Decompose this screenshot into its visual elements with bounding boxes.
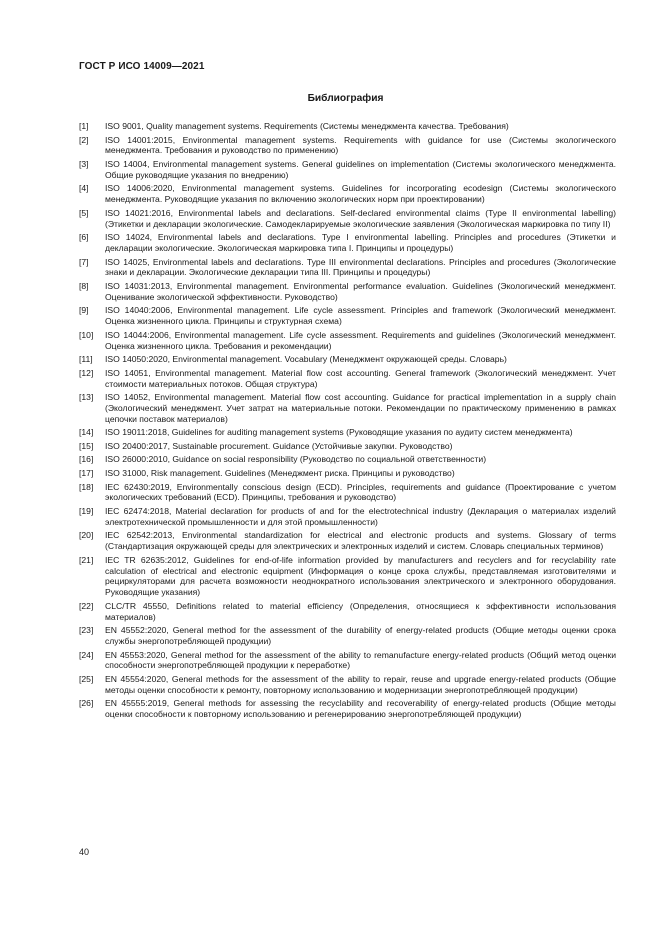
reference-text: EN 45552:2020, General method for the assessment of the durability of energy-related products (Общие методы оценки срока службы энергопотребляющей продукции) bbox=[105, 625, 616, 646]
reference-item bbox=[79, 555, 616, 598]
reference-item bbox=[79, 530, 616, 552]
reference-number: [16] bbox=[79, 454, 94, 465]
reference-text: ISO 14031:2013, Environmental management. Environmental performance evaluation. Guidelines (Экологический менеджмент. Оценивание экологической эффективности. Руководство) bbox=[105, 280, 616, 302]
reference-item bbox=[79, 183, 616, 205]
reference-text: ISO 14051, Environmental management. Material flow cost accounting. General framework (Экологический менеджмент. Учет стоимости материальных потоков. Общая структура) bbox=[105, 367, 616, 389]
reference-item bbox=[79, 281, 616, 303]
reference-item bbox=[79, 392, 616, 424]
reference-item bbox=[79, 305, 616, 327]
reference-item bbox=[79, 625, 616, 647]
reference-number: [7] bbox=[79, 256, 89, 267]
reference-number: [10] bbox=[79, 329, 94, 340]
reference-number: [22] bbox=[79, 600, 94, 611]
reference-text: ISO 20400:2017, Sustainable procurement. Guidance (Устойчивые закупки. Руководство) bbox=[105, 440, 453, 451]
reference-number: [5] bbox=[79, 207, 89, 218]
reference-number: [2] bbox=[79, 134, 89, 145]
reference-item bbox=[79, 468, 616, 479]
reference-text: EN 45553:2020, General method for the assessment of the ability to remanufacture energy-related products (Общий метод оценки способности энергопотребляющей продукции к переработке) bbox=[105, 649, 616, 671]
reference-number: [3] bbox=[79, 158, 89, 169]
reference-item bbox=[79, 121, 616, 132]
reference-item bbox=[79, 674, 616, 696]
reference-number: [24] bbox=[79, 649, 94, 660]
reference-text: ISO 31000, Risk management. Guidelines (Менеджмент риска. Принципы и руководство) bbox=[105, 468, 455, 479]
reference-text: IEC TR 62635:2012, Guidelines for end-of-life information provided by manufacturers and recyclers and for recyclability rate calculation of electrical and electronic equipment (Информация о конце срока службы, представляемая изготовителями и рециркуляторами для расчета возможности неоднократного использования электрического и электронного оборудования. Руководящие указания) bbox=[105, 554, 616, 598]
reference-text: EN 45554:2020, General methods for the assessment of the ability to repair, reuse and upgrade energy-related products (Общие методы оценки способности к ремонту, повторному использованию и модернизации энергопотребляющей продукции) bbox=[105, 673, 616, 695]
reference-number: [20] bbox=[79, 530, 94, 541]
reference-item bbox=[79, 441, 616, 452]
reference-item bbox=[79, 354, 616, 365]
reference-number: [1] bbox=[79, 121, 89, 131]
reference-text: ISO 19011:2018, Guidelines for auditing management systems (Руководящие указания по аудиту систем менеджмента) bbox=[105, 427, 573, 438]
reference-text: ISO 14050:2020, Environmental management. Vocabulary (Менеджмент окружающей среды. Словарь) bbox=[105, 354, 507, 365]
reference-text: IEC 62542:2013, Environmental standardization for electrical and electronic products and systems. Glossary of terms (Стандартизация окружающей среды для электрических и электронных изделий и систем. Словарь специальных терминов) bbox=[105, 530, 616, 552]
reference-item bbox=[79, 506, 616, 528]
reference-number: [11] bbox=[79, 354, 93, 365]
page-title: Библиография bbox=[307, 93, 384, 104]
reference-item bbox=[79, 601, 616, 623]
reference-number: [8] bbox=[79, 280, 89, 291]
reference-item bbox=[79, 698, 616, 720]
reference-number: [23] bbox=[79, 625, 94, 636]
reference-text: ISO 14001:2015, Environmental management systems. Requirements with guidance for use (Системы экологического менеджмента. Требования и руководство по применению) bbox=[105, 134, 616, 156]
reference-number: [15] bbox=[79, 440, 94, 451]
reference-text: ISO 14006:2020, Environmental management systems. Guidelines for incorporating ecodesign (Системы экологического менеджмента. Руководящие указания по включению экологических норм при проектировании) bbox=[105, 183, 616, 205]
reference-number: [9] bbox=[79, 305, 89, 316]
reference-text: ISO 9001, Quality management systems. Requirements (Системы менеджмента качества. Требования) bbox=[105, 121, 509, 131]
reference-item bbox=[79, 454, 616, 465]
reference-number: [25] bbox=[79, 673, 94, 684]
reference-item bbox=[79, 368, 616, 390]
reference-text: CLC/TR 45550, Definitions related to material efficiency (Определения, относящиеся к эффективности использования материалов) bbox=[105, 600, 616, 622]
reference-item bbox=[79, 159, 616, 181]
reference-item bbox=[79, 650, 616, 672]
reference-text: IEC 62474:2018, Material declaration for products of and for the electrotechnical industry (Декларация о материалах изделий электротехнической промышленности и для этой промышленности) bbox=[105, 506, 616, 527]
reference-item bbox=[79, 232, 616, 254]
reference-item bbox=[79, 482, 616, 504]
reference-text: EN 45555:2019, General methods for assessing the recyclability and recoverability of energy-related products (Общие методы оценки способности к повторному использованию и регенерированию энергопотребляющей продукции) bbox=[105, 698, 616, 720]
reference-number: [19] bbox=[79, 506, 94, 517]
reference-text: ISO 14040:2006, Environmental management. Life cycle assessment. Principles and framework (Экологический менеджмент. Оценка жизненного цикла. Принципы и структурная схема) bbox=[105, 305, 616, 327]
reference-text: ISO 14052, Environmental management. Material flow cost accounting. Guidance for practical implementation in a supply chain (Экологический менеджмент. Учет затрат на материальные потоки. Рекомендации по практическому применению в рамках цепочки поставок материалов) bbox=[105, 392, 616, 424]
reference-number: [14] bbox=[79, 427, 94, 438]
reference-number: [12] bbox=[79, 367, 94, 378]
reference-number: [17] bbox=[79, 468, 94, 479]
reference-item bbox=[79, 208, 616, 230]
reference-text: ISO 14025, Environmental labels and declarations. Type III environmental declarations. Principles and procedures (Экологические знаки и декларации. Экологические декларации типа III. Принципы и процедуры) bbox=[105, 256, 616, 278]
reference-item bbox=[79, 427, 616, 438]
reference-number: [13] bbox=[79, 392, 94, 403]
reference-item bbox=[79, 135, 616, 157]
reference-number: [26] bbox=[79, 698, 94, 709]
page-number: 40 bbox=[79, 847, 90, 857]
reference-text: ISO 14024, Environmental labels and declarations. Type I environmental labelling. Principles and procedures (Этикетки и декларации экологические. Экологическая маркировка типа I. Принципы и процедуры) bbox=[105, 232, 616, 253]
reference-number: [6] bbox=[79, 232, 89, 243]
reference-number: [4] bbox=[79, 183, 89, 194]
reference-text: ISO 26000:2010, Guidance on social responsibility (Руководство по социальной ответственности) bbox=[105, 454, 487, 465]
document-header: ГОСТ Р ИСО 14009—2021 bbox=[79, 61, 205, 72]
reference-number: [18] bbox=[79, 481, 94, 492]
reference-text: ISO 14044:2006, Environmental management. Life cycle assessment. Requirements and guidelines (Экологический менеджмент. Оценка жизненного цикла. Требования и рекомендации) bbox=[105, 329, 616, 351]
bibliography-list bbox=[79, 121, 616, 723]
reference-item bbox=[79, 257, 616, 279]
reference-text: IEC 62430:2019, Environmentally conscious design (ECD). Principles, requirements and guidance (Проектирование с учетом экологических требований (ECD). Принципы, требования и руководство) bbox=[105, 481, 616, 503]
reference-number: [21] bbox=[79, 554, 94, 565]
reference-item bbox=[79, 330, 616, 352]
reference-text: ISO 14004, Environmental management systems. General guidelines on implementation (Системы экологического менеджмента. Общие руководящие указания по внедрению) bbox=[105, 158, 616, 180]
reference-text: ISO 14021:2016, Environmental labels and declarations. Self-declared environmental claims (Type II environmental labelling) (Этикетки и декларации экологические. Самодекларируемые экологические заявления (Экологическая маркировка по типу II) bbox=[105, 207, 616, 229]
